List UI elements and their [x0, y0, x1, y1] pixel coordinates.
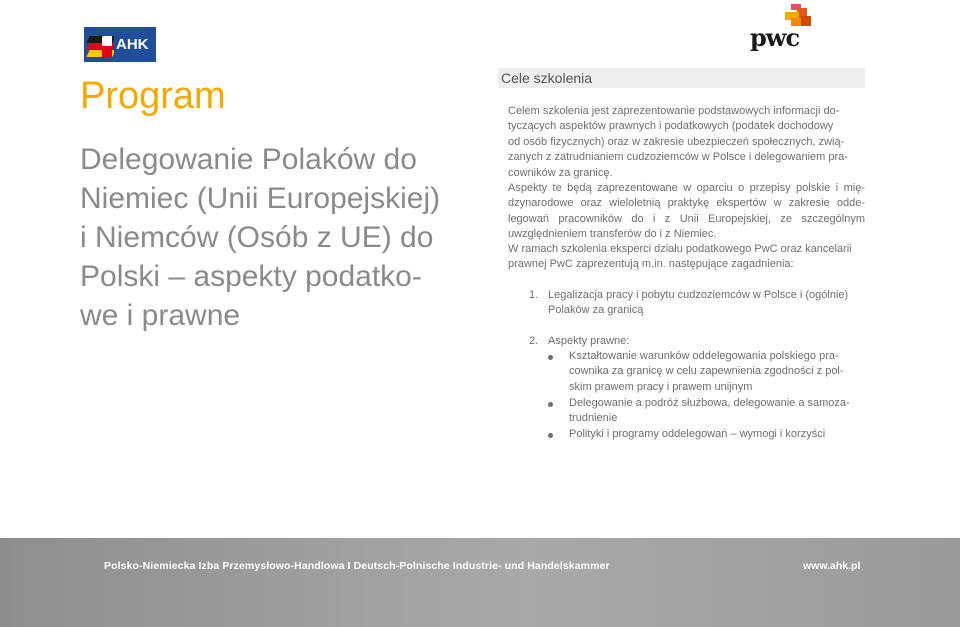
footer: [0, 538, 960, 627]
list-item: [548, 288, 848, 319]
subtitle-line: i Niemców (Osób z UE) do: [80, 221, 434, 254]
paragraph-line: Aspekty te będą zaprezentowane w oparciu o przepisy polskie i mię-: [508, 182, 865, 194]
paragraph-line: uwzględnieniem transferów do i z Niemiec.: [508, 228, 717, 241]
paragraph-line: W ramach szkolenia eksperci działu podatkowego PwC oraz kancelarii: [508, 243, 852, 255]
paragraph-goals: [508, 104, 865, 181]
program-subtitle: [80, 140, 460, 335]
footer-website-link[interactable]: www.ahk.pl: [803, 560, 861, 572]
paragraph-line: zanych z zatrudnianiem cudzoziemców w Polsce i delegowaniem pra-: [508, 151, 848, 164]
section-header: Cele szkolenia: [498, 68, 865, 88]
ahk-logo-text: AHK: [114, 27, 156, 62]
bullet-line: trudnienie: [569, 412, 618, 425]
subtitle-line: Delegowanie Polaków do: [80, 143, 417, 176]
paragraph-line: dzynarodowe oraz wieloletnią praktykę ekspertów w zakresie odde-: [508, 197, 865, 210]
paragraph-line: Celem szkolenia jest zaprezentowanie podstawowych informacji do-: [508, 105, 840, 117]
list-item-line: Aspekty prawne:: [548, 335, 630, 347]
list-number: 1.: [529, 289, 539, 301]
paragraph-aspects: [508, 181, 865, 243]
bullet-icon: [548, 355, 553, 360]
bullet-line: cownika za granicę w celu zapewnienia zgodności z pol-: [569, 365, 844, 378]
list-item-line: Legalizacja pracy i pobytu cudzoziemców w Polsce i (ogólnie): [548, 289, 849, 301]
pwc-logo-text: pwc: [750, 23, 800, 52]
paragraph-experts: [508, 242, 865, 273]
subtitle-line: we i prawne: [80, 299, 241, 332]
bullet-line: Delegowanie a podróż służbowa, delegowanie a samoza-: [569, 397, 850, 409]
bullet-line: skim prawem pracy i prawem unijnym: [569, 380, 753, 393]
footer-chamber-name: Polsko-Niemiecka Izba Przemysłowo-Handlowa I Deutsch-Polnische Industrie- und Handelskammer: [104, 560, 610, 572]
paragraph-line: prawnej PwC zaprezentują m.in. następujące zagadnienia:: [508, 258, 794, 271]
bullet-item: [569, 349, 844, 395]
bullet-line: Polityki i programy oddelegowań – wymogi i korzyści: [569, 428, 826, 440]
bullet-item: [569, 396, 850, 427]
subtitle-line: Polski – aspekty podatko-: [80, 260, 422, 293]
ahk-flag-icon: [84, 27, 114, 62]
paragraph-line: od osób fizycznych) oraz w zakresie ubezpieczeń społecznych, zwią-: [508, 135, 845, 148]
pwc-logo: [750, 4, 812, 52]
paragraph-line: legowań pracowników do i z Unii Europejskiej, ze szczególnym: [508, 212, 865, 225]
bullet-icon: [548, 433, 553, 438]
program-title: Program: [80, 75, 226, 117]
paragraph-line: cowników za granicę.: [508, 166, 613, 179]
bullet-line: Kształtowanie warunków oddelegowania polskiego pra-: [569, 350, 839, 362]
bullet-item: [569, 427, 825, 442]
paragraph-line: tyczących aspektów prawnych i podatkowych (podatek dochodowy: [508, 120, 834, 133]
list-item-line: Polaków za granicą: [548, 304, 644, 317]
list-number: 2.: [529, 335, 539, 347]
ahk-logo: [84, 27, 156, 62]
subtitle-line: Niemiec (Unii Europejskiej): [80, 182, 441, 215]
list-item: [548, 334, 629, 349]
bullet-icon: [548, 402, 553, 407]
